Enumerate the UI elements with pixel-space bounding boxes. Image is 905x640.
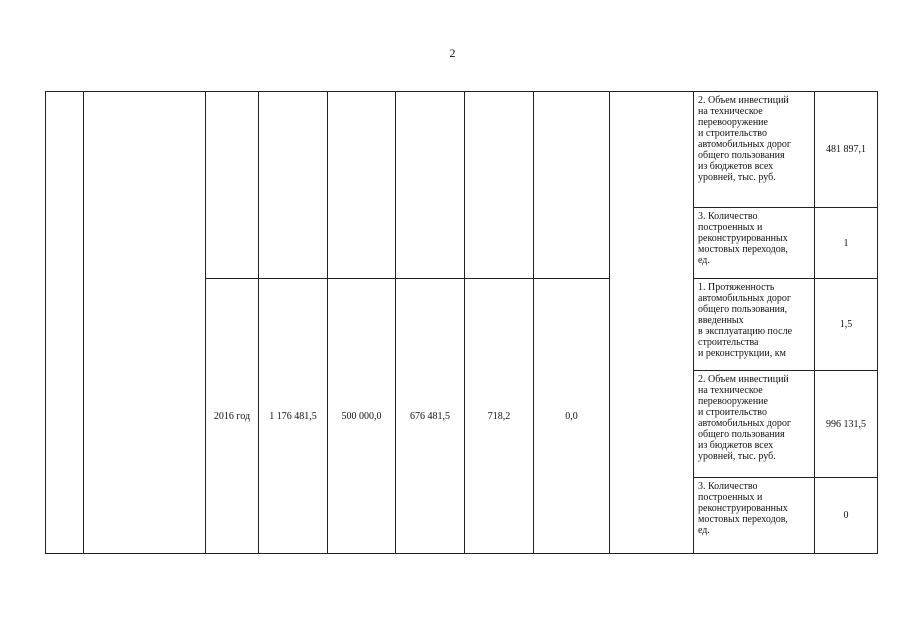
funding-cell-4: 718,2 bbox=[465, 279, 534, 554]
indicator-cell bbox=[694, 92, 815, 208]
number-cell bbox=[46, 92, 84, 554]
indicator-value: 1,5 bbox=[815, 279, 878, 371]
page-number: 2 bbox=[449, 46, 456, 60]
indicator-cell bbox=[694, 478, 815, 554]
funding-cell-2: 500 000,0 bbox=[328, 279, 396, 554]
indicator-text: 3. Количество построенных и реконструированных мостовых переходов, ед. bbox=[698, 211, 788, 266]
indicator-cell bbox=[694, 208, 815, 279]
indicator-value: 481 897,1 bbox=[815, 92, 878, 208]
indicator-text: 3. Количество построенных и реконструированных мостовых переходов, ед. bbox=[698, 481, 788, 536]
name-cell bbox=[84, 92, 206, 554]
executor-cell bbox=[610, 92, 694, 554]
year-cell-prev bbox=[206, 92, 259, 279]
indicator-value: 996 131,5 bbox=[815, 371, 878, 478]
indicator-value: 1 bbox=[815, 208, 878, 279]
table-row bbox=[46, 92, 878, 208]
program-table bbox=[45, 91, 878, 554]
funding-cell-prev-5 bbox=[534, 92, 610, 279]
indicator-text: 1. Протяженность автомобильных дорог общего пользования, введенных в эксплуатацию после строительства и реконструкции, км bbox=[698, 282, 793, 359]
year-cell: 2016 год bbox=[206, 279, 259, 554]
indicator-cell bbox=[694, 279, 815, 371]
funding-cell-prev-3 bbox=[396, 92, 465, 279]
funding-cell-prev-4 bbox=[465, 92, 534, 279]
indicator-value: 0 bbox=[815, 478, 878, 554]
total-cell: 1 176 481,5 bbox=[259, 279, 328, 554]
indicator-text: 2. Объем инвестиций на техническое перевооружение и строительство автомобильных дорог общего пользования из бюджетов всех уровней, тыс. руб. bbox=[698, 95, 792, 183]
funding-cell-5: 0,0 bbox=[534, 279, 610, 554]
funding-cell-prev-2 bbox=[328, 92, 396, 279]
indicator-cell bbox=[694, 371, 815, 478]
total-cell-prev bbox=[259, 92, 328, 279]
funding-cell-3: 676 481,5 bbox=[396, 279, 465, 554]
indicator-text: 2. Объем инвестиций на техническое перевооружение и строительство автомобильных дорог общего пользования из бюджетов всех уровней, тыс. руб. bbox=[698, 374, 792, 462]
